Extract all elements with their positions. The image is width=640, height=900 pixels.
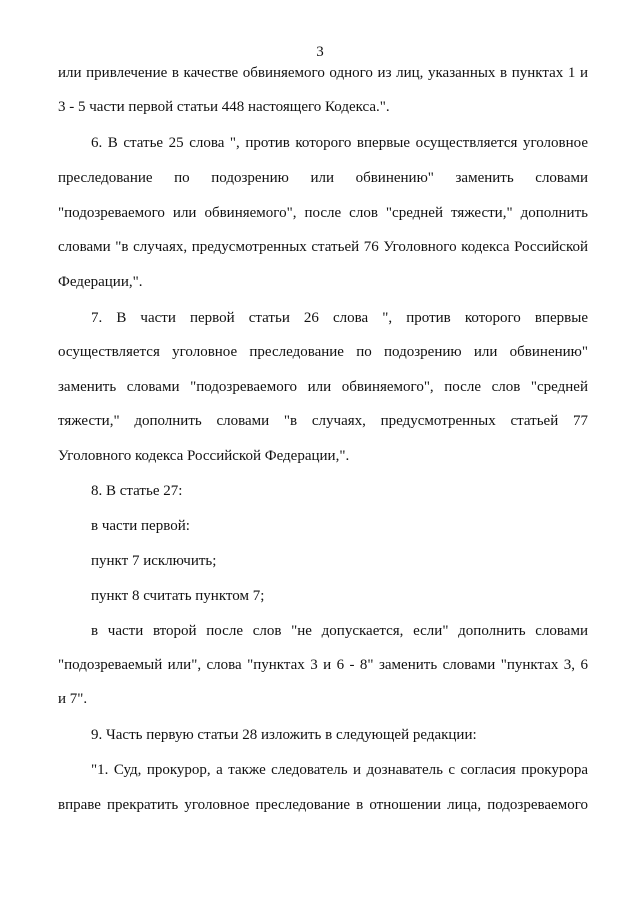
text-line: преследование по подозрению или обвинению" заменить словами [58, 170, 588, 186]
text-line: Федерации,". [58, 274, 143, 290]
text-line: 9. Часть первую статьи 28 изложить в следующей редакции: [91, 727, 477, 743]
text-line: 3 - 5 части первой статьи 448 настоящего Кодекса.". [58, 99, 390, 115]
page-number: 3 [316, 44, 324, 60]
text-line: заменить словами "подозреваемого или обвиняемого", после слов "средней [58, 379, 588, 395]
text-line: словами "в случаях, предусмотренных статьей 76 Уголовного кодекса Российской [58, 239, 588, 255]
text-line: "подозреваемый или", слова "пунктах 3 и 6 - 8" заменить словами "пунктах 3, 6 [58, 657, 588, 673]
text-line: и 7". [58, 691, 88, 707]
text-line: "1. Суд, прокурор, а также следователь и дознаватель с согласия прокурора [91, 762, 588, 778]
text-line: осуществляется уголовное преследование по подозрению или обвинению" [58, 344, 588, 360]
text-line: тяжести," дополнить словами "в случаях, предусмотренных статьей 77 [58, 413, 588, 429]
text-line: в части второй после слов "не допускается, если" дополнить словами [91, 623, 588, 639]
text-line: или привлечение в качестве обвиняемого одного из лиц, указанных в пунктах 1 и [58, 65, 588, 81]
text-line: в части первой: [91, 518, 190, 534]
text-line: пункт 8 считать пунктом 7; [91, 588, 265, 604]
text-line: 8. В статье 27: [91, 483, 183, 499]
text-line: вправе прекратить уголовное преследование в отношении лица, подозреваемого [58, 797, 588, 813]
text-line: 7. В части первой статьи 26 слова ", против которого впервые [91, 310, 588, 326]
text-line: пункт 7 исключить; [91, 553, 217, 569]
text-line: Уголовного кодекса Российской Федерации,". [58, 448, 350, 464]
text-line: 6. В статье 25 слова ", против которого впервые осуществляется уголовное [91, 135, 588, 151]
text-line: "подозреваемого или обвиняемого", после слов "средней тяжести," дополнить [58, 205, 588, 221]
